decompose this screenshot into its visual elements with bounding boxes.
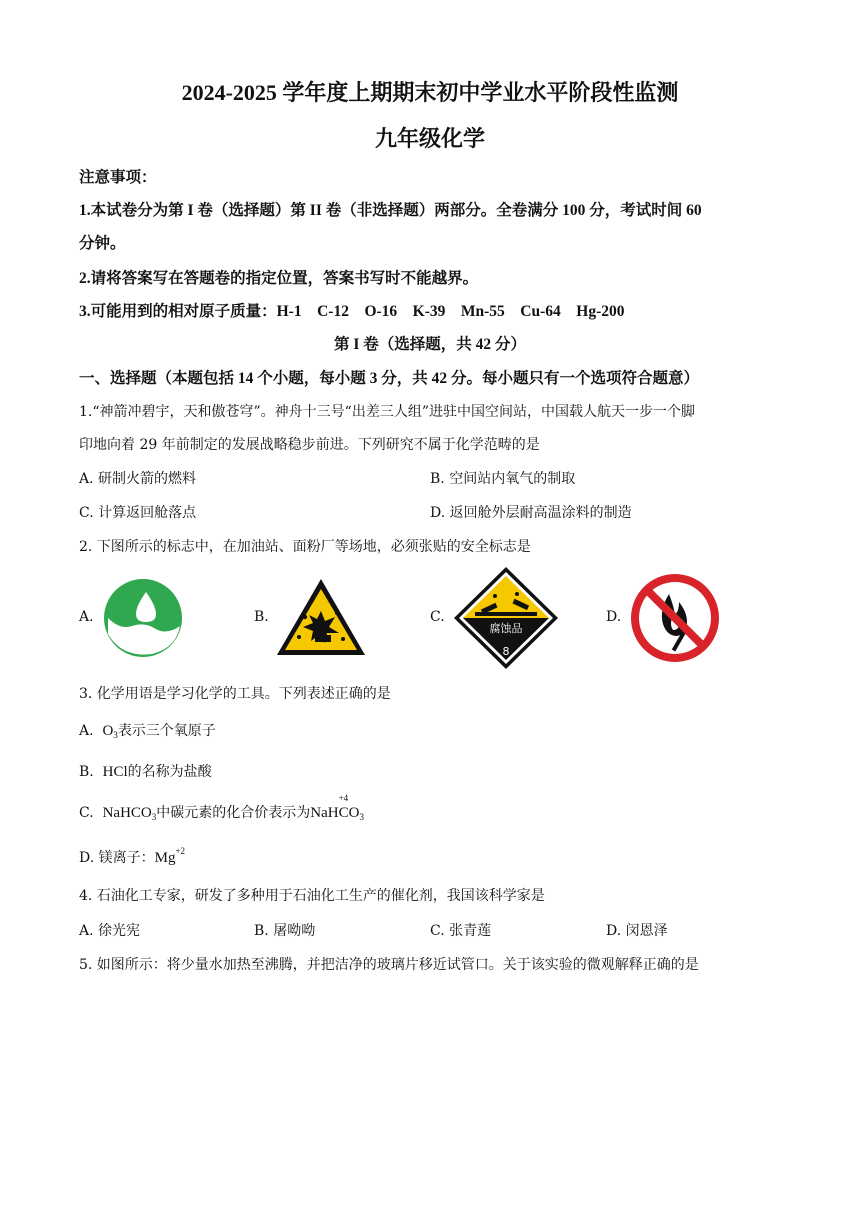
q2-option-a-label: A. xyxy=(79,609,94,625)
q3-option-a-formula xyxy=(102,723,117,739)
q4-option-d: D. 闵恩泽 xyxy=(606,923,668,939)
q2-option-b-label: B. xyxy=(254,609,269,625)
ox-formula-prefix: NaH xyxy=(310,805,339,821)
q3-option-c xyxy=(79,793,364,822)
q4-option-c: C. 张青莲 xyxy=(430,923,492,939)
formula-mg-sup: +2 xyxy=(175,846,186,856)
notice-heading: 注意事项： xyxy=(79,169,157,186)
q3-option-c-label: C. xyxy=(79,805,94,821)
q2-stem: 2. 下图所示的标志中，在加油站、面粉厂等场地，必须张贴的安全标志是 xyxy=(79,539,531,555)
q1-stem: 1.“神箭冲碧宇，天和傲苍穹”。神舟十三号“出差三人组”进驻中国空间站，中国载人航天一步一个脚 xyxy=(79,404,695,420)
no-open-flame-icon xyxy=(629,572,721,664)
corrosive-sign-label: 腐蚀品 xyxy=(489,622,523,635)
corrosive-sign-number: 8 xyxy=(502,645,510,658)
formula-o-sub: 3 xyxy=(113,730,118,740)
notice-item-3: 3.可能用到的相对原子质量：H-1 C-12 O-16 K-39 Mn-55 Cu-64 Hg-200 xyxy=(79,303,625,320)
q3-option-c-formula xyxy=(103,805,157,821)
part-heading: 一、选择题（本题包括 14 个小题，每小题 3 分，共 42 分。每小题只有一个选项符合题意） xyxy=(79,370,700,387)
q3-option-b xyxy=(79,761,212,781)
ox-formula-suffix: O xyxy=(348,805,360,821)
q1-option-b: B. 空间站内氧气的制取 xyxy=(430,471,576,487)
q1-option-d: D. 返回舱外层耐高温涂料的制造 xyxy=(430,505,632,521)
page-title: 2024-2025 学年度上期期末初中学业水平阶段性监测 xyxy=(181,80,679,105)
q1-option-a: A. 研制火箭的燃料 xyxy=(79,471,197,487)
q3-option-d-formula xyxy=(154,846,186,866)
formula-o: O xyxy=(102,723,114,739)
notice-item-1-cont: 分钟。 xyxy=(79,235,126,252)
q3-option-b-text: 的名称为盐酸 xyxy=(127,764,212,780)
notice-item-1: 1.本试卷分为第 I 卷（选择题）第 II 卷（非选择题）两部分。全卷满分 100 分，考试时间 60 xyxy=(79,202,702,219)
ox-element-c xyxy=(338,793,349,822)
q2-option-d-label: D. xyxy=(606,609,622,625)
notice-item-2: 2.请将答案写在答题卷的指定位置，答案书写时不能越界。 xyxy=(79,270,479,287)
q3-option-a-label: A. xyxy=(79,723,94,739)
q3-option-b-label: B. xyxy=(79,764,94,780)
page-subtitle: 九年级化学 xyxy=(374,126,485,151)
q3-stem: 3. 化学用语是学习化学的工具。下列表述正确的是 xyxy=(79,686,391,702)
q1-stem-cont: 印地向着 29 年前制定的发展战略稳步前进。下列研究不属于化学范畴的是 xyxy=(79,437,540,453)
q3-option-d xyxy=(79,846,185,867)
q4-option-b: B. 屠呦呦 xyxy=(254,923,316,939)
volume-heading: 第 I 卷（选择题，共 42 分） xyxy=(333,336,527,353)
water-saving-sign-icon xyxy=(102,578,184,658)
q3-option-c-oxidation-formula xyxy=(310,793,364,822)
q3-option-d-label: D. 镁离子： xyxy=(79,850,155,866)
q3-option-a xyxy=(79,720,216,740)
q2-option-c-label: C. xyxy=(430,609,445,625)
q4-stem: 4. 石油化工专家，研发了多种用于石油化工生产的催化剂，我国该科学家是 xyxy=(79,888,545,904)
formula-nahco: NaHCO xyxy=(102,805,152,821)
formula-mg: Mg xyxy=(154,850,176,866)
ox-element: C xyxy=(338,805,349,821)
formula-nahco-sub: 3 xyxy=(151,812,157,822)
ox-formula-sub: 3 xyxy=(359,812,364,822)
q3-option-c-text: 中碳元素的化合价表示为 xyxy=(156,805,311,821)
q5-stem: 5. 如图所示：将少量水加热至沸腾，并把洁净的玻璃片移近试管口。关于该实验的微观解释正确的是 xyxy=(79,957,699,973)
q3-option-b-formula: HCl xyxy=(102,764,128,780)
q1-option-c: C. 计算返回舱落点 xyxy=(79,505,197,521)
explosive-warning-icon xyxy=(275,577,367,657)
ox-valence: +4 xyxy=(338,793,349,803)
q4-option-a: A. 徐光宪 xyxy=(79,923,141,939)
q3-option-a-text: 表示三个氧原子 xyxy=(117,723,216,739)
